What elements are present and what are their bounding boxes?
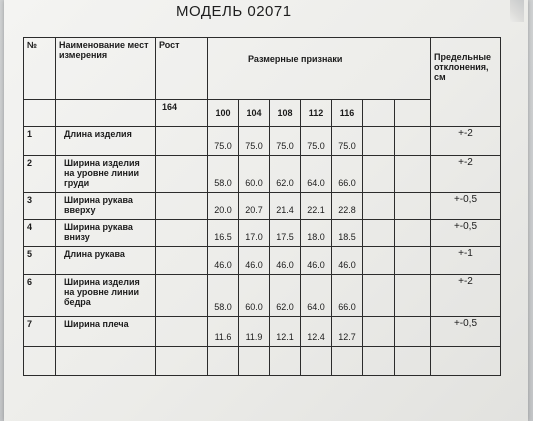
row-number: 1 <box>24 127 56 156</box>
row-name: Ширина рукава вверху <box>56 193 156 220</box>
blank-cell <box>363 347 395 376</box>
value-cell: 75.0 <box>301 127 332 156</box>
size-108: 108 <box>270 100 301 127</box>
row-number: 5 <box>24 247 56 275</box>
blank-cell <box>431 347 501 376</box>
blank-cell <box>363 193 395 220</box>
value-cell: 22.8 <box>332 193 363 220</box>
table-row <box>24 220 501 247</box>
blank-cell <box>363 100 395 127</box>
tolerance-cell: +-0,5 <box>431 317 501 347</box>
tolerance-cell: +-2 <box>431 156 501 193</box>
row-name: Ширина изделия на уровне линии груди <box>56 156 156 193</box>
value-cell: 12.7 <box>332 317 363 347</box>
size-100: 100 <box>208 100 239 127</box>
value-cell: 75.0 <box>239 127 270 156</box>
header-number: № <box>24 38 56 100</box>
value-cell: 66.0 <box>332 156 363 193</box>
value-cell: 46.0 <box>239 247 270 275</box>
blank-cell <box>363 317 395 347</box>
header-height: Рост <box>156 38 208 100</box>
row-number: 3 <box>24 193 56 220</box>
blank-cell <box>239 347 270 376</box>
table-body <box>24 38 501 376</box>
blank-cell <box>56 100 156 127</box>
blank-cell <box>363 247 395 275</box>
value-cell: 18.0 <box>301 220 332 247</box>
measurement-table <box>23 37 501 376</box>
value-cell: 62.0 <box>270 275 301 317</box>
blank-cell <box>395 127 431 156</box>
blank-cell <box>395 275 431 317</box>
tolerance-cell: +-0,5 <box>431 193 501 220</box>
value-cell: 46.0 <box>208 247 239 275</box>
blank-cell <box>24 100 56 127</box>
blank-cell <box>395 317 431 347</box>
row-number: 2 <box>24 156 56 193</box>
blank-cell <box>395 193 431 220</box>
value-cell: 11.6 <box>208 317 239 347</box>
value-cell: 11.9 <box>239 317 270 347</box>
blank-cell <box>363 220 395 247</box>
document-sheet <box>4 0 528 421</box>
value-cell: 22.1 <box>301 193 332 220</box>
page-curl <box>510 0 524 22</box>
value-cell: 21.4 <box>270 193 301 220</box>
value-cell: 16.5 <box>208 220 239 247</box>
table-row <box>24 156 501 193</box>
blank-cell <box>270 347 301 376</box>
blank-cell <box>156 193 208 220</box>
value-cell: 46.0 <box>301 247 332 275</box>
value-cell: 58.0 <box>208 275 239 317</box>
header-name: Наименование мест измерения <box>56 38 156 100</box>
blank-cell <box>156 127 208 156</box>
blank-cell <box>156 247 208 275</box>
table-row-empty <box>24 347 501 376</box>
value-cell: 46.0 <box>332 247 363 275</box>
value-cell: 60.0 <box>239 156 270 193</box>
blank-cell <box>156 317 208 347</box>
blank-cell <box>56 347 156 376</box>
blank-cell <box>395 247 431 275</box>
blank-cell <box>156 220 208 247</box>
blank-cell <box>156 275 208 317</box>
tolerance-cell: +-0,5 <box>431 220 501 247</box>
value-cell: 18.5 <box>332 220 363 247</box>
tolerance-cell: +-2 <box>431 275 501 317</box>
size-116: 116 <box>332 100 363 127</box>
row-name: Длина изделия <box>56 127 156 156</box>
value-cell: 20.0 <box>208 193 239 220</box>
blank-cell <box>395 347 431 376</box>
size-row <box>24 100 501 127</box>
value-cell: 62.0 <box>270 156 301 193</box>
row-number: 6 <box>24 275 56 317</box>
row-name: Ширина изделия на уровне линии бедра <box>56 275 156 317</box>
value-cell: 64.0 <box>301 275 332 317</box>
blank-cell <box>208 347 239 376</box>
value-cell: 75.0 <box>208 127 239 156</box>
value-cell: 46.0 <box>270 247 301 275</box>
header-tolerance: Предельные отклонения, см <box>431 38 501 127</box>
tolerance-cell: +-1 <box>431 247 501 275</box>
tolerance-cell: +-2 <box>431 127 501 156</box>
row-number: 7 <box>24 317 56 347</box>
table-row <box>24 193 501 220</box>
value-cell: 12.4 <box>301 317 332 347</box>
blank-cell <box>332 347 363 376</box>
row-name: Ширина плеча <box>56 317 156 347</box>
size-112: 112 <box>301 100 332 127</box>
table-row <box>24 127 501 156</box>
value-cell: 75.0 <box>332 127 363 156</box>
row-number: 4 <box>24 220 56 247</box>
value-cell: 60.0 <box>239 275 270 317</box>
value-cell: 64.0 <box>301 156 332 193</box>
blank-cell <box>301 347 332 376</box>
header-size-signs: Размерные признаки <box>208 38 431 100</box>
size-104: 104 <box>239 100 270 127</box>
blank-cell <box>363 156 395 193</box>
table-row <box>24 275 501 317</box>
value-cell: 12.1 <box>270 317 301 347</box>
row-name: Длина рукава <box>56 247 156 275</box>
value-cell: 17.0 <box>239 220 270 247</box>
page-title: МОДЕЛЬ 02071 <box>176 3 292 20</box>
table-row <box>24 317 501 347</box>
value-cell: 17.5 <box>270 220 301 247</box>
blank-cell <box>395 220 431 247</box>
value-cell: 75.0 <box>270 127 301 156</box>
blank-cell <box>156 347 208 376</box>
blank-cell <box>395 156 431 193</box>
blank-cell <box>363 127 395 156</box>
table-row <box>24 247 501 275</box>
blank-cell <box>156 156 208 193</box>
blank-cell <box>24 347 56 376</box>
value-cell: 66.0 <box>332 275 363 317</box>
blank-cell <box>395 100 431 127</box>
height-value: 164 <box>156 100 208 127</box>
blank-cell <box>363 275 395 317</box>
value-cell: 20.7 <box>239 193 270 220</box>
header-row <box>24 38 501 100</box>
value-cell: 58.0 <box>208 156 239 193</box>
row-name: Ширина рукава внизу <box>56 220 156 247</box>
